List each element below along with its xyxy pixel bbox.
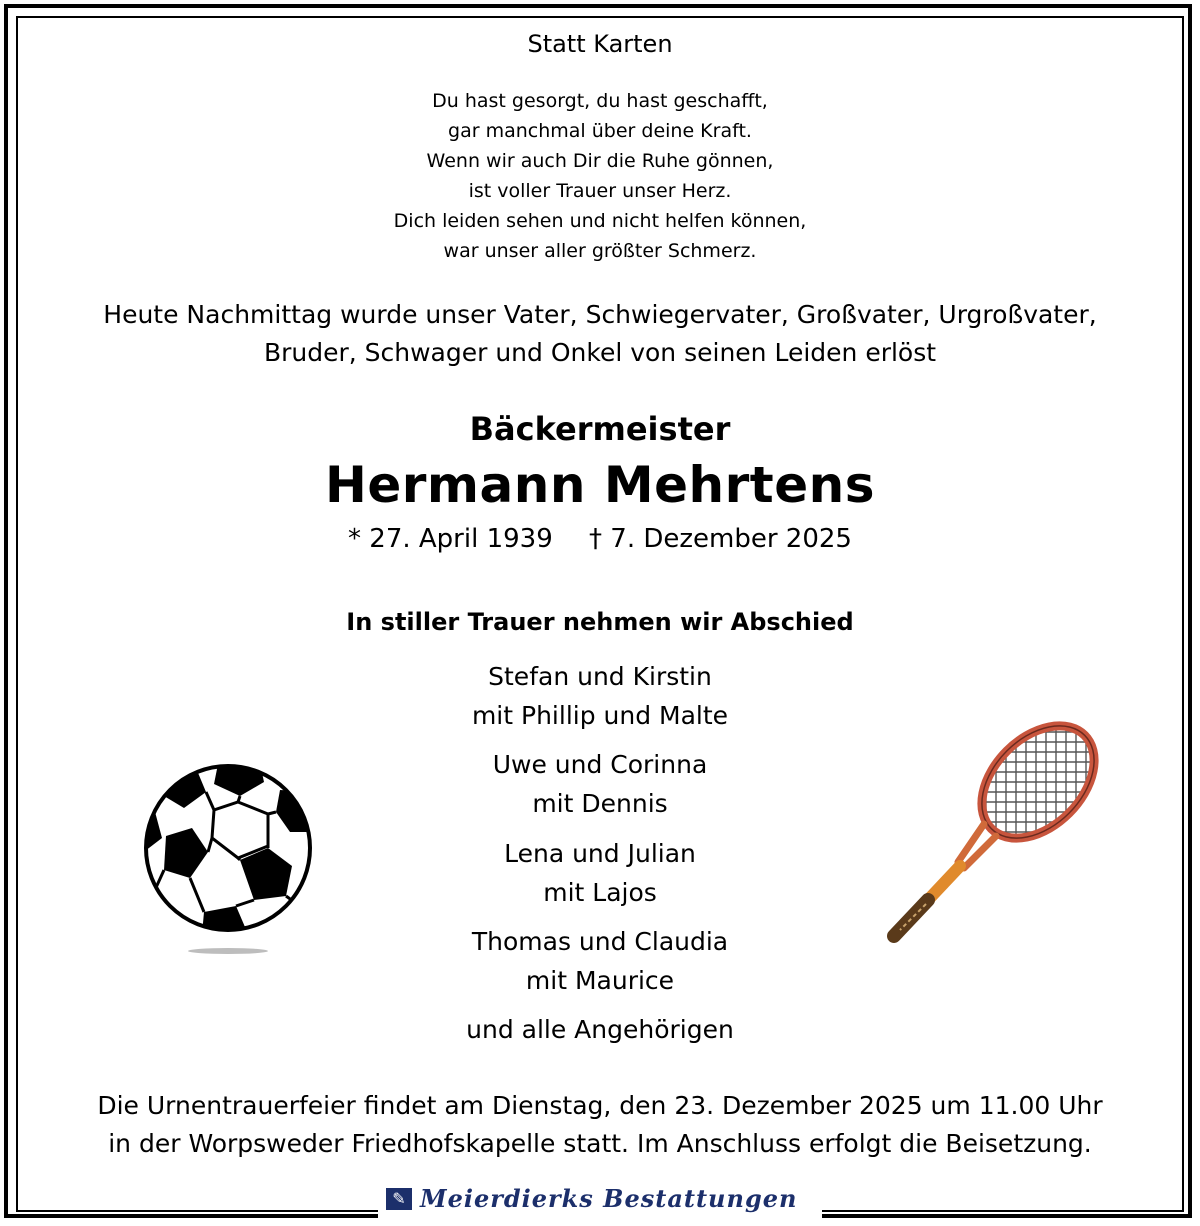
- ceremony-line: in der Worpsweder Friedhofskapelle statt. Im Anschluss erfolgt die Beisetzung.: [108, 1129, 1092, 1158]
- family-line: mit Phillip und Malte: [471, 701, 729, 730]
- funeral-home-logo: [382, 1182, 818, 1216]
- logo-mark-icon: ✎: [386, 1188, 412, 1210]
- family-line: Lena und Julian: [504, 839, 696, 868]
- logo-text: Meierdierks Bestattungen: [420, 1184, 798, 1213]
- ceremony-info: [0, 1087, 1200, 1163]
- family-line: mit Lajos: [543, 878, 657, 907]
- poem-line: Wenn wir auch Dir die Ruhe gönnen,: [426, 150, 774, 172]
- poem-line: war unser aller größter Schmerz.: [443, 240, 757, 262]
- mourners-heading: In stiller Trauer nehmen wir Abschied: [346, 608, 854, 636]
- poem-line: gar manchmal über deine Kraft.: [448, 120, 752, 142]
- poem-line: Dich leiden sehen und nicht helfen können,: [393, 210, 807, 232]
- tennis-racket-icon: [876, 712, 1120, 948]
- family-line: Thomas und Claudia: [471, 927, 729, 956]
- poem-line: ist voller Trauer unser Herz.: [468, 180, 732, 202]
- family-line: Uwe und Corinna: [492, 750, 708, 779]
- intro-line: Bruder, Schwager und Onkel von seinen Leiden erlöst: [263, 338, 937, 367]
- life-dates: [0, 524, 1200, 554]
- family-line: und alle Angehörigen: [466, 1015, 734, 1044]
- death-date: † 7. Dezember 2025: [589, 524, 852, 554]
- header-title: Statt Karten: [527, 30, 673, 58]
- soccer-ball-icon: [140, 762, 316, 958]
- family-line: Stefan und Kirstin: [488, 662, 712, 691]
- family-line: mit Maurice: [525, 966, 675, 995]
- ceremony-line: Die Urnentrauerfeier findet am Dienstag, den 23. Dezember 2025 um 11.00 Uhr: [97, 1091, 1103, 1120]
- poem: [0, 86, 1200, 266]
- birth-date: * 27. April 1939: [348, 524, 553, 554]
- poem-line: Du hast gesorgt, du hast geschafft,: [432, 90, 768, 112]
- intro-text: [0, 296, 1200, 372]
- deceased-name: Hermann Mehrtens: [325, 456, 875, 514]
- family-group: [0, 1010, 1200, 1049]
- family-line: mit Dennis: [532, 789, 668, 818]
- intro-line: Heute Nachmittag wurde unser Vater, Schwiegervater, Großvater, Urgroßvater,: [103, 300, 1097, 329]
- deceased-profession: Bäckermeister: [469, 410, 731, 448]
